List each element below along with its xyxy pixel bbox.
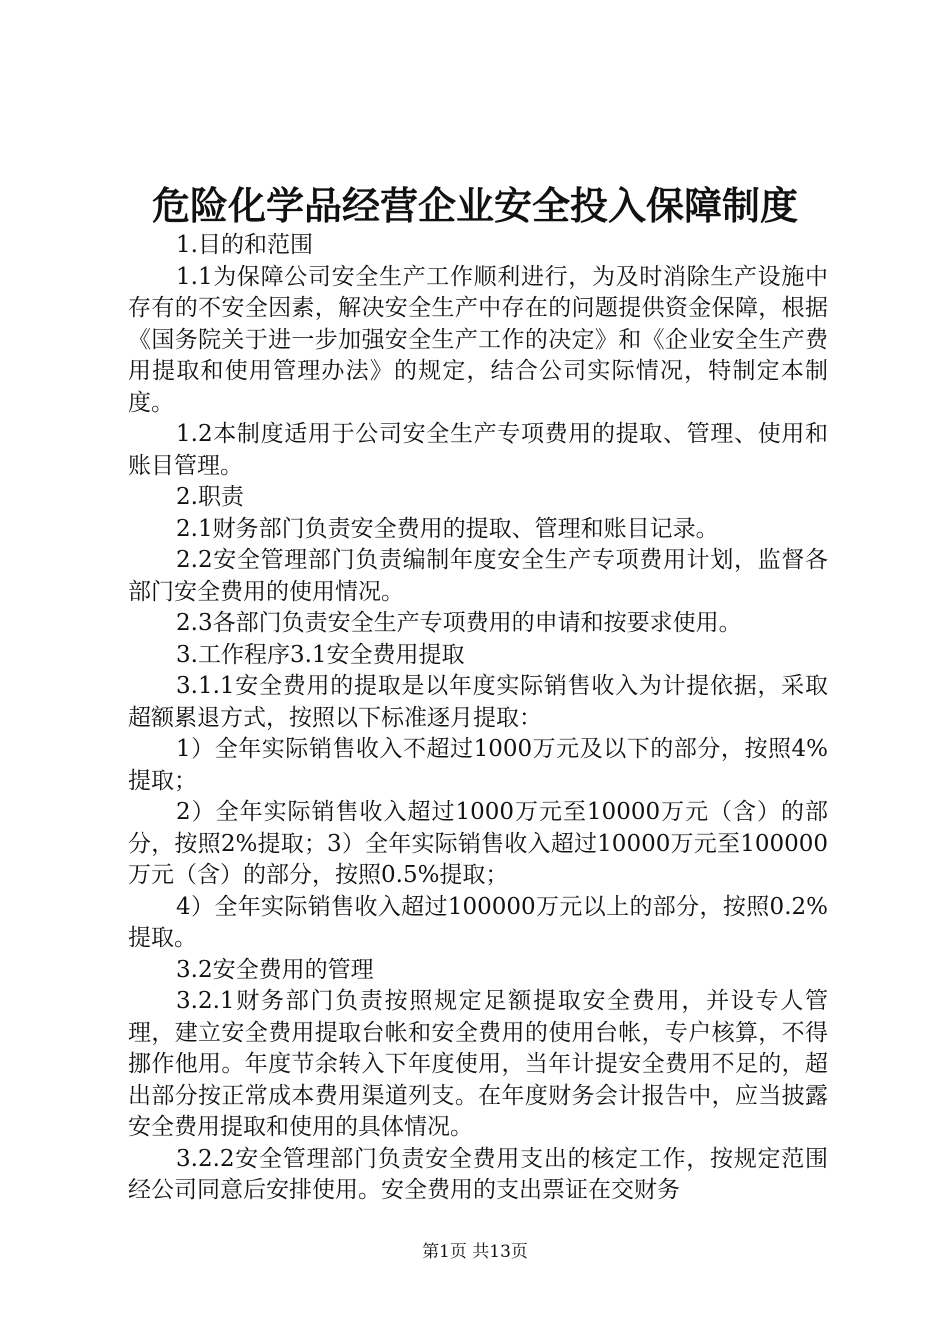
list-item-4: 4）全年实际销售收入超过100000万元以上的部分，按照0.2%提取。 <box>128 893 828 951</box>
document-title: 危险化学品经营企业安全投入保障制度 <box>151 183 798 228</box>
document-body <box>128 230 828 1207</box>
paragraph-3-2: 3.2安全费用的管理 <box>176 956 374 983</box>
paragraph-1-1: 1.1为保障公司安全生产工作顺利进行，为及时消除生产设施中存有的不安全因素，解决安全生产中存在的问题提供资金保障，根据《国务院关于进一步加强安全生产工作的决定》和《企业安全生产费用提取和使用管理办法》的规定，结合公司实际情况，特制定本制度。 <box>128 263 828 416</box>
paragraph-3-2-2: 3.2.2安全管理部门负责安全费用支出的核定工作，按规定范围经公司同意后安排使用。安全费用的支出票证在交财务 <box>128 1145 828 1203</box>
paragraph-3: 3.工作程序3.1安全费用提取 <box>176 641 465 668</box>
list-item-2-3: 2）全年实际销售收入超过1000万元至10000万元（含）的部分，按照2%提取；3）全年实际销售收入超过10000万元至100000万元（含）的部分，按照0.5%提取； <box>128 799 828 888</box>
paragraph-2: 2.职责 <box>176 484 244 510</box>
list-item-1: 1）全年实际销售收入不超过1000万元及以下的部分，按照4%提取； <box>128 736 828 794</box>
paragraph-1: 1.目的和范围 <box>176 232 313 258</box>
paragraph-2-1: 2.1财务部门负责安全费用的提取、管理和账目记录。 <box>176 515 719 542</box>
page-number: 第1页 共13页 <box>422 1242 528 1262</box>
paragraph-3-2-1: 3.2.1财务部门负责按照规定足额提取安全费用，并设专人管理，建立安全费用提取台帐和安全费用的使用台帐，专户核算，不得挪作他用。年度节余转入下年度使用，当年计提安全费用不足的，超出部分按正常成本费用渠道列支。在年度财务会计报告中，应当披露安全费用提取和使用的具体情况。 <box>128 988 828 1140</box>
paragraph-2-3: 2.3各部门负责安全生产专项费用的申请和按要求使用。 <box>176 610 742 636</box>
paragraph-2-2: 2.2安全管理部门负责编制年度安全生产专项费用计划，监督各部门安全费用的使用情况。 <box>128 547 828 605</box>
paragraph-1-2: 1.2本制度适用于公司安全生产专项费用的提取、管理、使用和账目管理。 <box>128 421 828 479</box>
paragraph-3-1-1: 3.1.1安全费用的提取是以年度实际销售收入为计提依据，采取超额累退方式，按照以下标准逐月提取： <box>128 673 828 731</box>
